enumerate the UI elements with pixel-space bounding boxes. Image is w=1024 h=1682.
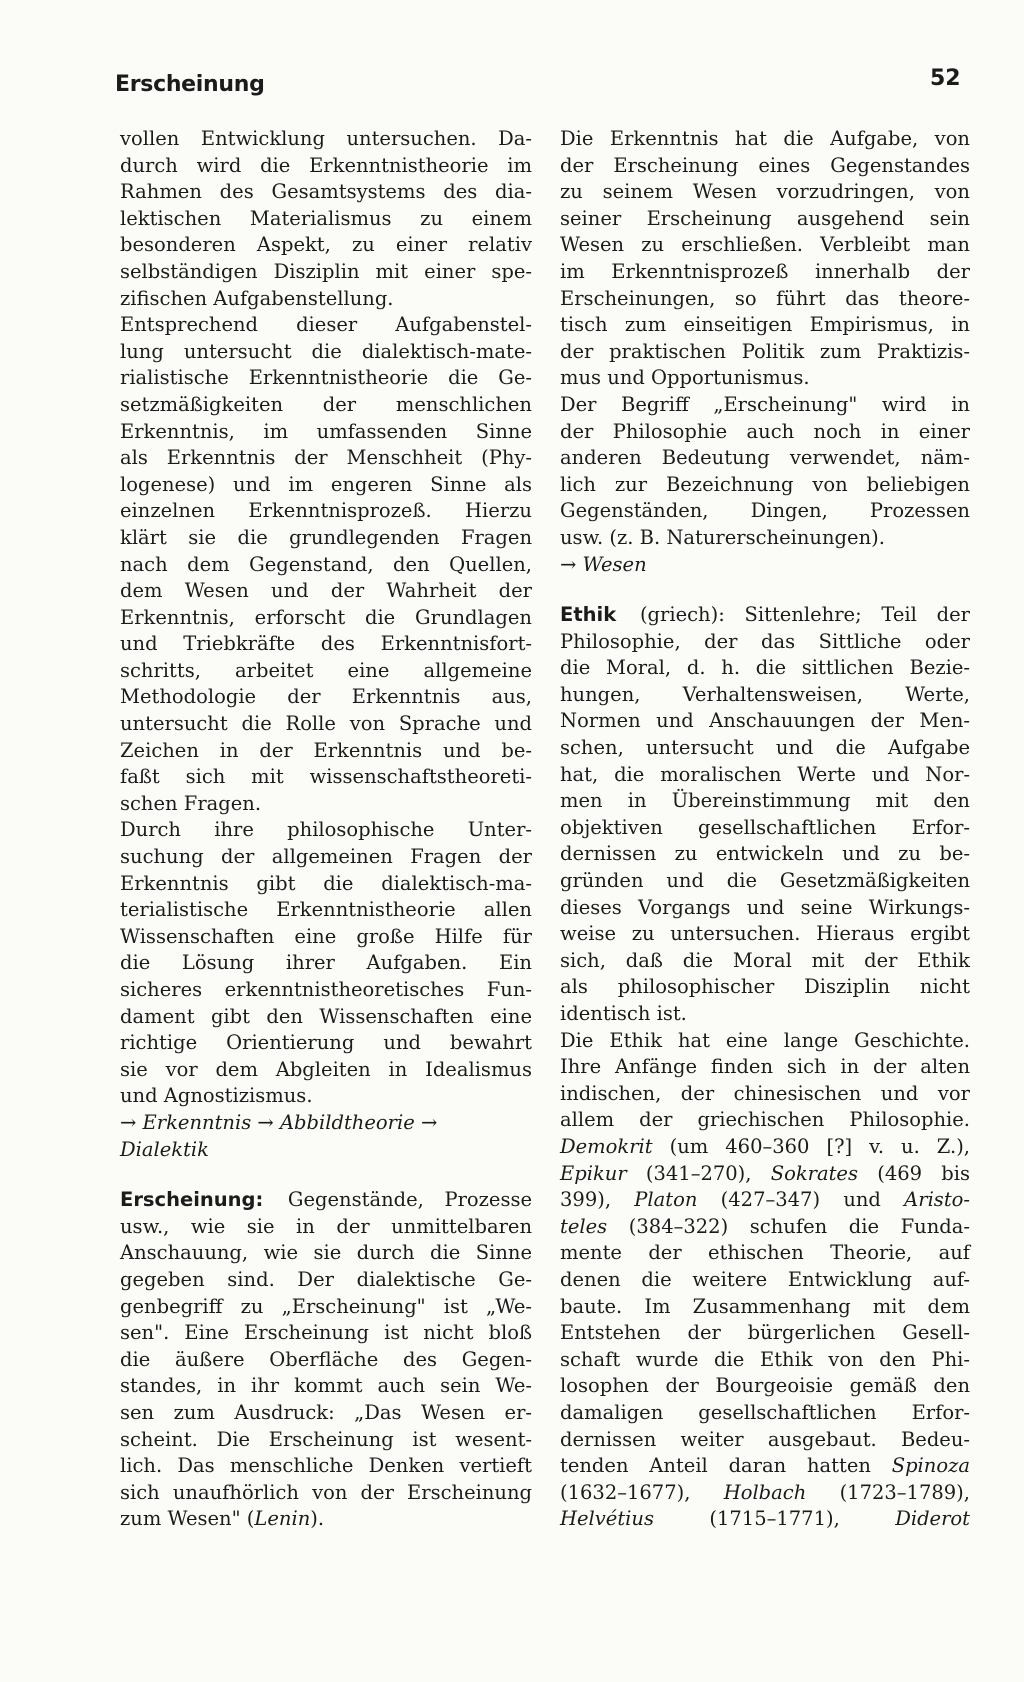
cross-ref-link[interactable]: Platon <box>634 1188 698 1212</box>
paragraph <box>120 817 532 1110</box>
text-line: durch wird die Erkenntnistheorie im <box>120 153 532 177</box>
text-line: gründen und die Gesetzmäßigkeiten <box>560 869 970 893</box>
text-line: genbegriff zu „Erscheinung" ist „We- <box>120 1294 532 1318</box>
text-line: schaft wurde die Ethik von den Phi- <box>560 1347 970 1371</box>
cross-ref-link[interactable]: Abbildtheorie <box>279 1110 415 1134</box>
cross-references <box>560 552 970 579</box>
text-line: Methodologie der Erkenntnis aus, <box>120 685 532 709</box>
text-line: selbständigen Disziplin mit einer spe- <box>120 259 532 283</box>
text-line: lektischen Materialismus zu einem <box>120 206 532 230</box>
entry-text: (1715–1771), <box>653 1507 896 1531</box>
text-line: allem der griechischen Philosophie. <box>560 1108 970 1132</box>
text-line: vollen Entwicklung untersuchen. Da- <box>120 127 532 150</box>
text-line: setzmäßigkeiten der menschlichen <box>120 392 532 416</box>
text-line: Erkenntnis, erforscht die Grundlagen <box>120 605 532 629</box>
text-line: Gegenständen, Dingen, Prozessen <box>560 499 970 523</box>
cross-ref-link[interactable]: Diderot <box>895 1507 970 1531</box>
text-line: dernissen zu entwickeln und zu be- <box>560 842 970 866</box>
text-line: Anschauung, wie sie durch die Sinne <box>120 1241 532 1265</box>
text-line: zu seinem Wesen vorzudringen, von <box>560 180 970 204</box>
text-line: standes, in ihr kommt auch sein We- <box>120 1374 532 1398</box>
paragraph <box>120 312 532 817</box>
text-line: damaligen gesellschaftlichen Erfor- <box>560 1400 970 1424</box>
arrow-icon: → <box>120 1110 137 1134</box>
entry-text: (469 bis <box>857 1161 971 1185</box>
text-line: sich unaufhörlich von der Erscheinung <box>120 1480 532 1504</box>
text-line: terialistische Erkenntnistheorie allen <box>120 898 532 922</box>
text-line: weise zu untersuchen. Hieraus ergibt <box>560 922 970 946</box>
text-line: Wissenschaften eine große Hilfe für <box>120 924 532 948</box>
text-line <box>120 1187 532 1214</box>
text-line: Entsprechend dieser Aufgabenstel- <box>120 313 532 337</box>
text-line: die Moral, d. h. die sittlichen Bezie- <box>560 656 970 680</box>
entry-text: (griech): Sittenlehre; Teil der <box>639 603 970 627</box>
cross-ref-link[interactable]: Epikur <box>560 1161 627 1185</box>
text-line: objektiven gesellschaftlichen Erfor- <box>560 815 970 839</box>
text-line <box>560 1480 970 1507</box>
cross-ref-link[interactable]: Helvétius <box>560 1507 654 1531</box>
text-line: mus und Opportunismus. <box>560 366 810 390</box>
entry-text: (427–347) und <box>697 1188 905 1212</box>
cross-ref-link[interactable]: Holbach <box>723 1480 807 1504</box>
text-line <box>560 1453 970 1480</box>
cross-references <box>120 1110 532 1163</box>
text-line: und Triebkräfte des Erkenntnisfort- <box>120 632 532 656</box>
text-line: tisch zum einseitigen Empirismus, in <box>560 313 970 337</box>
cross-ref-link[interactable]: teles <box>560 1214 608 1238</box>
text-line: Erkenntnis, im umfassenden Sinne <box>120 419 532 443</box>
text-line: sen". Eine Erscheinung ist nicht bloß <box>120 1321 532 1345</box>
cross-ref-link[interactable]: Dialektik <box>120 1137 209 1161</box>
text-line: anderen Bedeutung verwendet, näm- <box>560 446 970 470</box>
text-line: losophen der Bourgeoisie gemäß den <box>560 1374 970 1398</box>
text-line: dernissen weiter ausgebaut. Bedeu- <box>560 1427 970 1451</box>
text-line: usw., wie sie in der unmittelbaren <box>120 1214 532 1238</box>
text-line <box>120 1506 532 1533</box>
text-line: lung untersucht die dialektisch-mate- <box>120 339 532 363</box>
text-line: im Erkenntnisprozeß innerhalb der <box>560 259 970 283</box>
text-line: Erkenntnis gibt die dialektisch-ma- <box>120 871 532 895</box>
entry-text: (384–322) schufen die Funda- <box>607 1214 970 1238</box>
text-line <box>560 1134 970 1161</box>
text-line: hat, die moralischen Werte und Nor- <box>560 762 970 786</box>
text-line: zifischen Aufgabenstellung. <box>120 286 394 310</box>
text-line: dieses Vorgangs und seine Wirkungs- <box>560 895 970 919</box>
text-line: Erscheinungen, so führt das theore- <box>560 286 970 310</box>
text-line <box>120 1137 532 1164</box>
text-line: als Erkenntnis der Menschheit (Phy- <box>120 446 532 470</box>
text-line: identisch ist. <box>560 1002 687 1025</box>
text-line: der praktischen Politik zum Praktizis- <box>560 339 970 363</box>
right-column <box>560 126 970 1533</box>
entry-erscheinung <box>120 1187 532 1533</box>
entry-text: (um 460–360 [?] v. u. Z.), <box>652 1134 970 1158</box>
text-line: schen, untersucht und die Aufgabe <box>560 736 970 760</box>
cross-ref-link[interactable]: Spinoza <box>891 1454 970 1478</box>
entry-headword: Ethik <box>560 603 617 627</box>
text-line: Der Begriff „Erscheinung" wird in <box>560 392 970 416</box>
text-line: der Philosophie auch noch in einer <box>560 419 970 443</box>
entry-text: zum Wesen" ( <box>120 1507 255 1531</box>
text-line: hungen, Verhaltensweisen, Werte, <box>560 682 970 706</box>
text-line <box>560 1161 970 1188</box>
entry-text: (341–270), <box>626 1161 771 1185</box>
text-line: scheint. Die Erscheinung ist wesent- <box>120 1427 532 1451</box>
entry-text: ). <box>310 1507 325 1531</box>
text-line: schritts, arbeitet eine allgemeine <box>120 658 532 682</box>
text-line: lich. Das menschliche Denken vertieft <box>120 1454 532 1478</box>
page-number: 52 <box>930 66 961 91</box>
text-line: logenese) und im engeren Sinne als <box>120 472 532 496</box>
text-line: suchung der allgemeinen Fragen der <box>120 845 532 869</box>
text-line: Die Ethik hat eine lange Geschichte. <box>560 1028 970 1052</box>
text-line: sich, daß die Moral mit der Ethik <box>560 948 970 972</box>
text-line: gegeben sind. Der dialektische Ge- <box>120 1267 532 1291</box>
text-line: Rahmen des Gesamtsystems des dia- <box>120 180 532 204</box>
text-line: sicheres erkenntnistheoretisches Fun- <box>120 978 532 1001</box>
text-line: richtige Orientierung und bewahrt <box>120 1031 532 1055</box>
text-line: nach dem Gegenstand, den Quellen, <box>120 552 532 576</box>
text-line <box>560 1187 970 1214</box>
text-line: Entstehen der bürgerlichen Gesell- <box>560 1321 970 1345</box>
text-line: als philosophischer Disziplin nicht <box>560 975 970 999</box>
arrow-icon: → <box>560 552 577 576</box>
arrow-icon: → <box>257 1110 274 1134</box>
text-line: men in Übereinstimmung mit den <box>560 789 970 813</box>
left-column <box>120 126 532 1533</box>
text-line <box>560 602 970 629</box>
text-line: lich zur Bezeichnung von beliebigen <box>560 472 970 496</box>
entry-text: (1723–1789), <box>806 1480 970 1504</box>
cross-ref-link[interactable]: Demokrit <box>560 1134 653 1158</box>
text-line: der Erscheinung eines Gegenstandes <box>560 153 970 177</box>
text-line: besonderen Aspekt, zu einer relativ <box>120 233 532 257</box>
text-line: Wesen zu erschließen. Verbleibt man <box>560 233 970 257</box>
cross-ref-link[interactable]: Aristo- <box>904 1188 970 1212</box>
text-line: rialistische Erkenntnistheorie die Ge- <box>120 366 532 390</box>
entry-text: Gegenstände, Prozesse <box>287 1188 532 1212</box>
text-line <box>120 1110 532 1137</box>
text-line: Philosophie, der das Sittliche oder <box>560 629 970 653</box>
paragraph <box>560 1028 970 1533</box>
entry-text: tenden Anteil daran hatten <box>560 1454 892 1478</box>
entry-ethik <box>560 602 970 1028</box>
text-line <box>560 552 970 579</box>
text-line: indischen, der chinesischen und vor <box>560 1081 970 1105</box>
text-line: Normen und Anschauungen der Men- <box>560 709 970 733</box>
entry-text: (1632–1677), <box>560 1480 724 1504</box>
text-line: denen die weitere Entwicklung auf- <box>560 1267 970 1291</box>
text-line: einzelnen Erkenntnisprozeß. Hierzu <box>120 499 532 523</box>
text-line: seiner Erscheinung ausgehend sein <box>560 206 970 230</box>
text-line: dament gibt den Wissenschaften eine <box>120 1004 532 1028</box>
text-line: schen Fragen. <box>120 791 262 815</box>
paragraph <box>560 126 970 392</box>
text-line: die äußere Oberfläche des Gegen- <box>120 1347 532 1371</box>
text-line: Ihre Anfänge finden sich in der alten <box>560 1055 970 1079</box>
text-line: und Agnostizismus. <box>120 1084 313 1108</box>
text-line: die Lösung ihrer Aufgaben. Ein <box>120 951 532 975</box>
text-line: Zeichen in der Erkenntnis und be- <box>120 738 532 762</box>
text-line <box>560 1214 970 1241</box>
text-line: mente der ethischen Theorie, auf <box>560 1241 970 1265</box>
text-line: Durch ihre philosophische Unter- <box>120 818 532 842</box>
text-line: baute. Im Zusammenhang mit dem <box>560 1294 970 1318</box>
paragraph <box>120 126 532 312</box>
cross-ref-link[interactable]: Sokrates <box>770 1161 858 1185</box>
cross-ref-link[interactable]: Wesen <box>582 552 647 576</box>
entry-text: 399), <box>560 1188 635 1212</box>
cross-ref-link[interactable]: Erkenntnis <box>142 1110 252 1134</box>
cross-ref-link[interactable]: Lenin <box>254 1507 311 1531</box>
text-line: sen zum Ausdruck: „Das Wesen er- <box>120 1400 532 1424</box>
entry-headword: Erscheinung: <box>120 1188 264 1212</box>
text-line: dem Wesen und der Wahrheit der <box>120 579 532 603</box>
paragraph <box>560 392 970 552</box>
text-line: untersucht die Rolle von Sprache und <box>120 712 532 736</box>
text-line <box>560 1506 970 1533</box>
text-line: faßt sich mit wissenschaftstheoreti- <box>120 765 532 789</box>
text-line: klärt sie die grundlegenden Fragen <box>120 525 532 549</box>
text-line: Die Erkenntnis hat die Aufgabe, von <box>560 127 970 150</box>
text-line: sie vor dem Abgleiten in Idealismus <box>120 1057 532 1081</box>
running-head: Erscheinung <box>115 72 265 97</box>
text-line: usw. (z. B. Naturerscheinungen). <box>560 525 885 549</box>
arrow-icon: → <box>420 1110 438 1134</box>
